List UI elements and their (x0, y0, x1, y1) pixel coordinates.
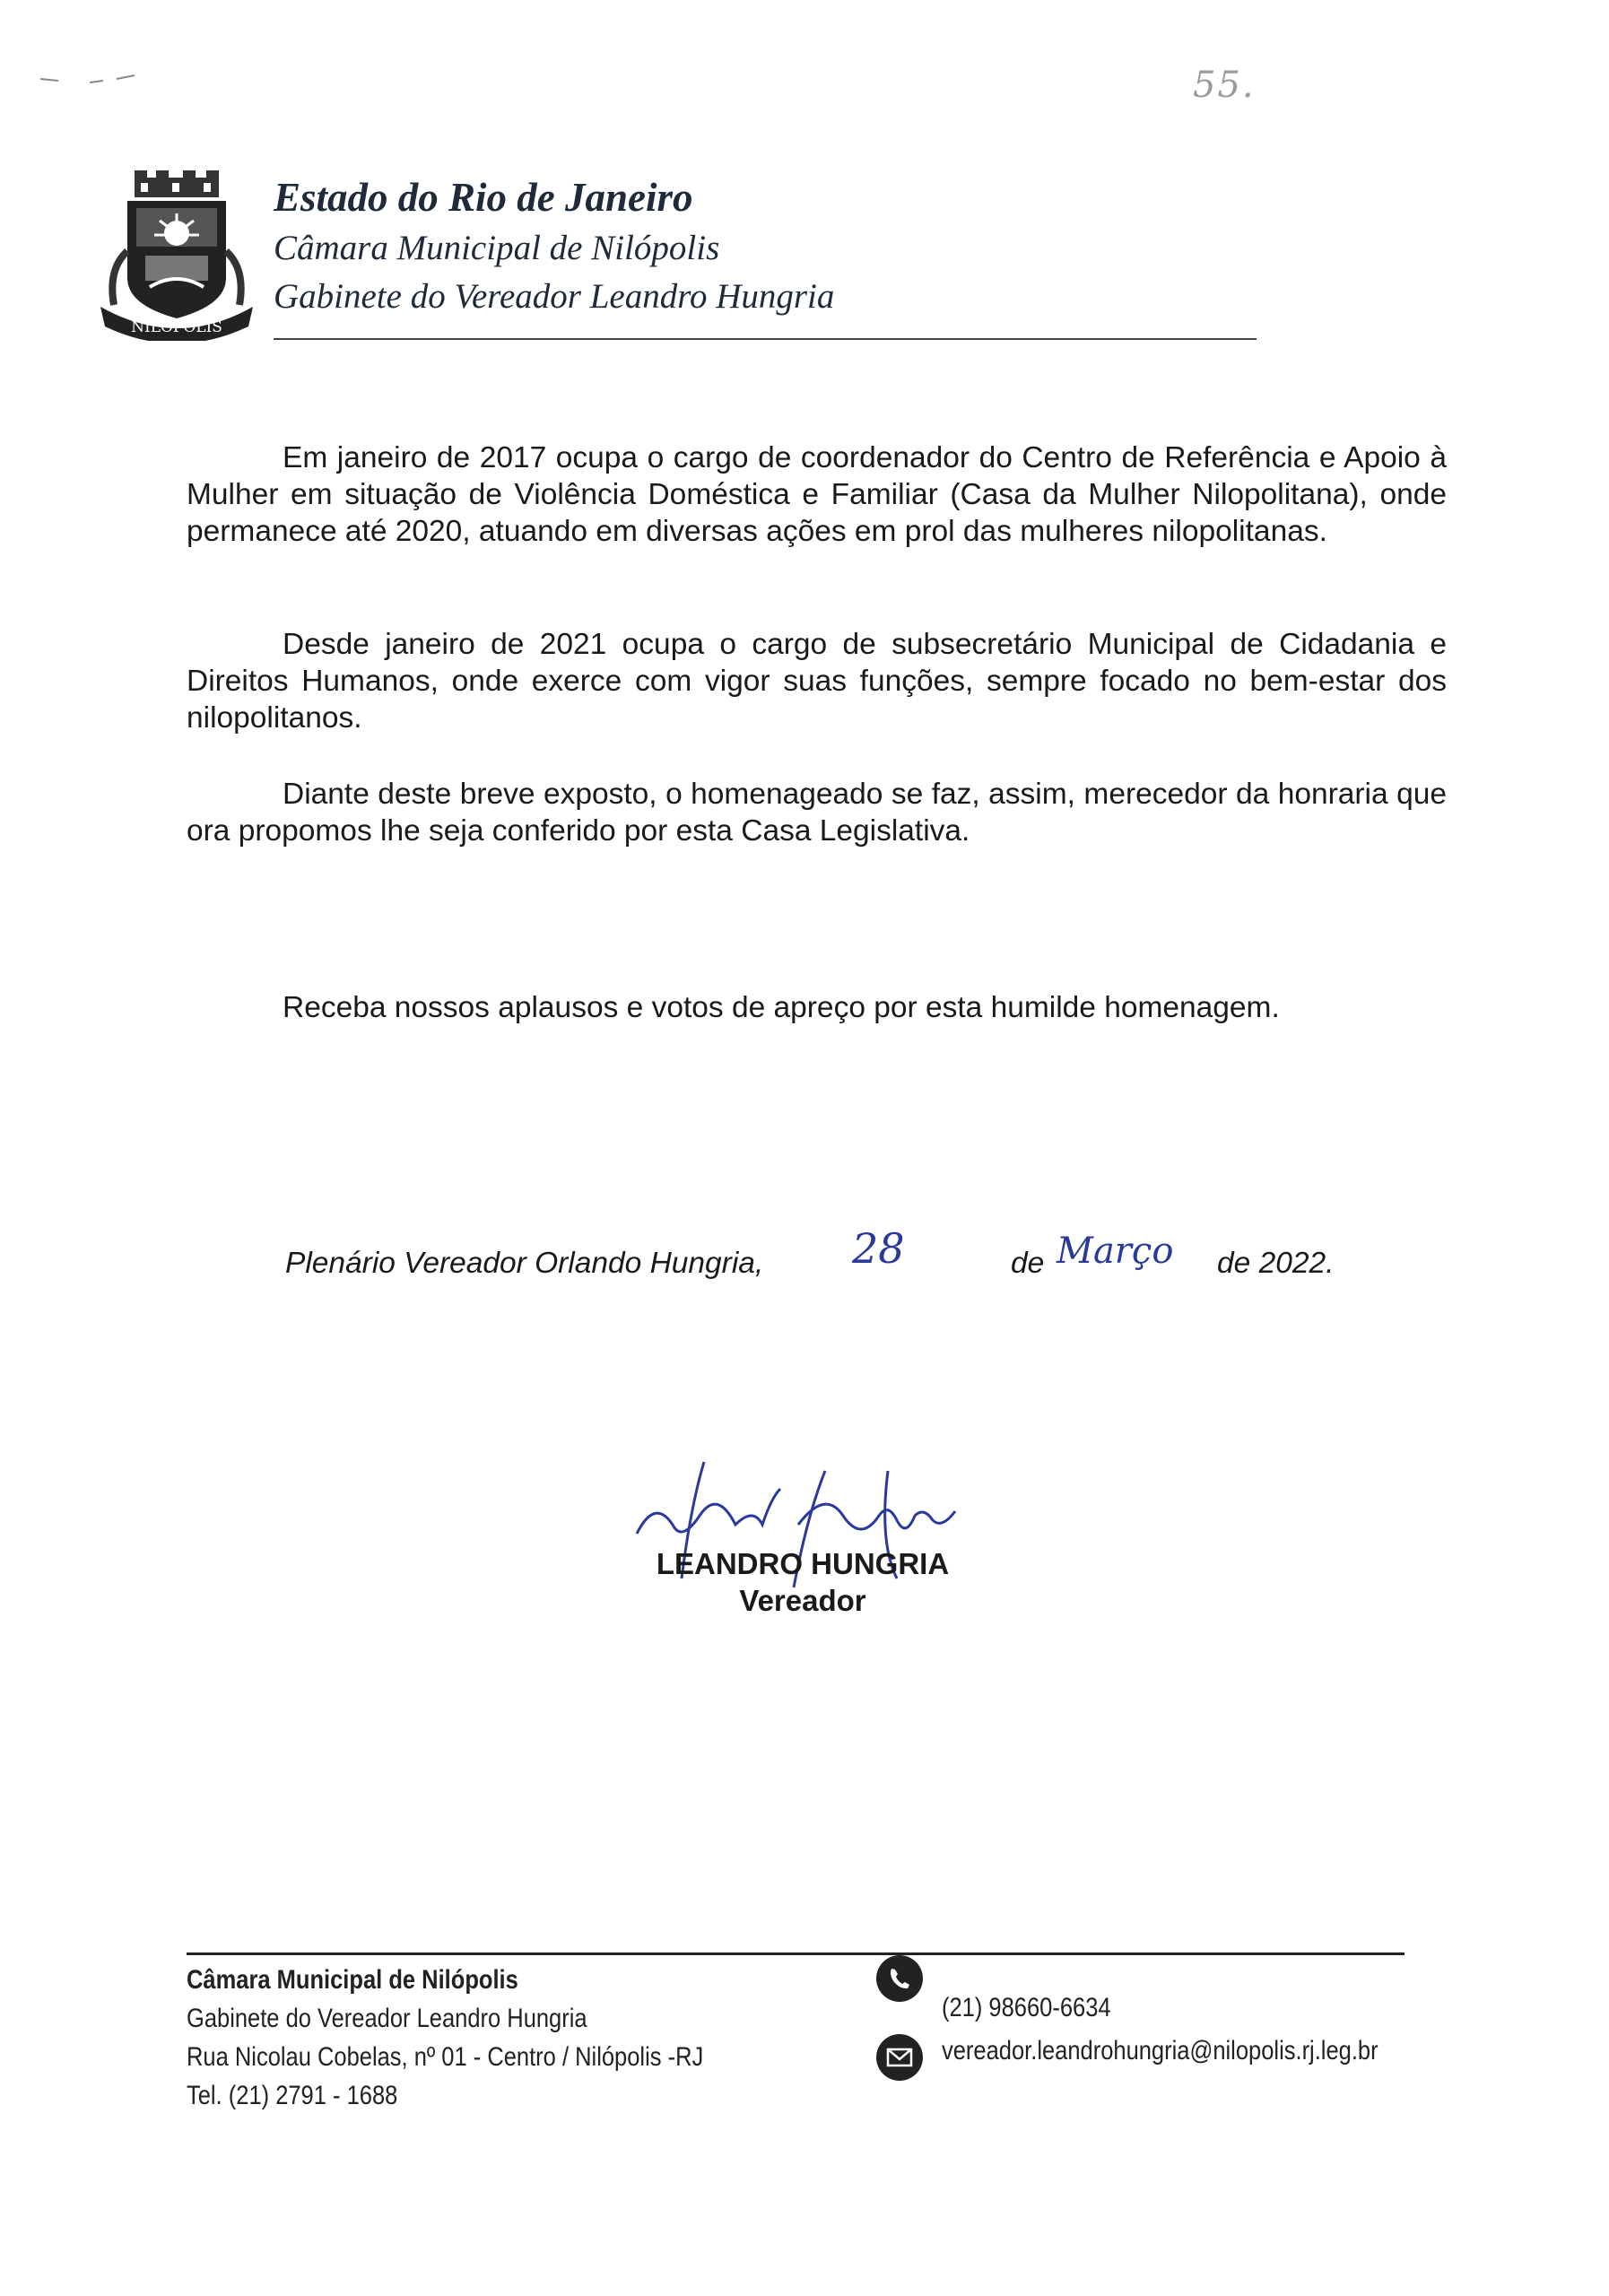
scan-mark (36, 70, 152, 88)
seal-text: NILÓPOLIS (131, 318, 222, 336)
footer-office: Gabinete do Vereador Leandro Hungria (187, 2004, 587, 2033)
office-name: Gabinete do Vereador Leandro Hungria (274, 277, 835, 316)
footer-street: Rua Nicolau Cobelas, nº 01 - Centro / Nilópolis -RJ (187, 2042, 704, 2072)
paragraph-3: Diante deste breve exposto, o homenageado se faz, assim, merecedor da honraria que ora propomos lhe seja conferido por esta Casa Legislativa. (187, 778, 1447, 848)
header-divider (274, 338, 1257, 340)
envelope-icon (876, 2034, 923, 2081)
whatsapp-icon (876, 1955, 923, 2002)
date-day-handwritten: 28 (852, 1224, 905, 1273)
page-number: 55. (1193, 65, 1256, 106)
signatory-role: Vereador (739, 1584, 866, 1617)
coat-of-arms-logo (100, 170, 253, 341)
footer-divider (187, 1952, 1405, 1955)
footer-tel: Tel. (21) 2791 - 1688 (187, 2081, 398, 2110)
state-title: Estado do Rio de Janeiro (274, 175, 693, 220)
paragraph-1: Em janeiro de 2017 ocupa o cargo de coordenador do Centro de Referência e Apoio à Mulher em situação de Violência Doméstica e Familiar (Casa da Mulher Nilopolitana), onde permanece até 2020, atuando em diversas ações em prol das mulheres nilopolitanas. (187, 441, 1447, 548)
footer-address (187, 1961, 703, 2115)
paragraph-4: Receba nossos aplausos e votos de apreço por esta humilde homenagem. (283, 991, 1280, 1024)
date-place: Plenário Vereador Orlando Hungria, (285, 1247, 764, 1280)
chamber-name: Câmara Municipal de Nilópolis (274, 229, 720, 267)
date-de: de (1011, 1247, 1045, 1280)
footer-email: vereador.leandrohungria@nilopolis.rj.leg.br (942, 2036, 1379, 2066)
footer-chamber: Câmara Municipal de Nilópolis (187, 1965, 518, 1995)
letterhead (274, 170, 834, 321)
date-month-handwritten: Março (1057, 1231, 1174, 1272)
paragraph-2: Desde janeiro de 2021 ocupa o cargo de subsecretário Municipal de Cidadania e Direitos Humanos, onde exerce com vigor suas funções, sempre focado no bem-estar dos nilopolitanos. (187, 628, 1447, 735)
signatory-name: LEANDRO HUNGRIA (656, 1547, 950, 1580)
footer-phone: (21) 98660-6634 (942, 1993, 1111, 2022)
date-year: de 2022. (1217, 1247, 1335, 1280)
